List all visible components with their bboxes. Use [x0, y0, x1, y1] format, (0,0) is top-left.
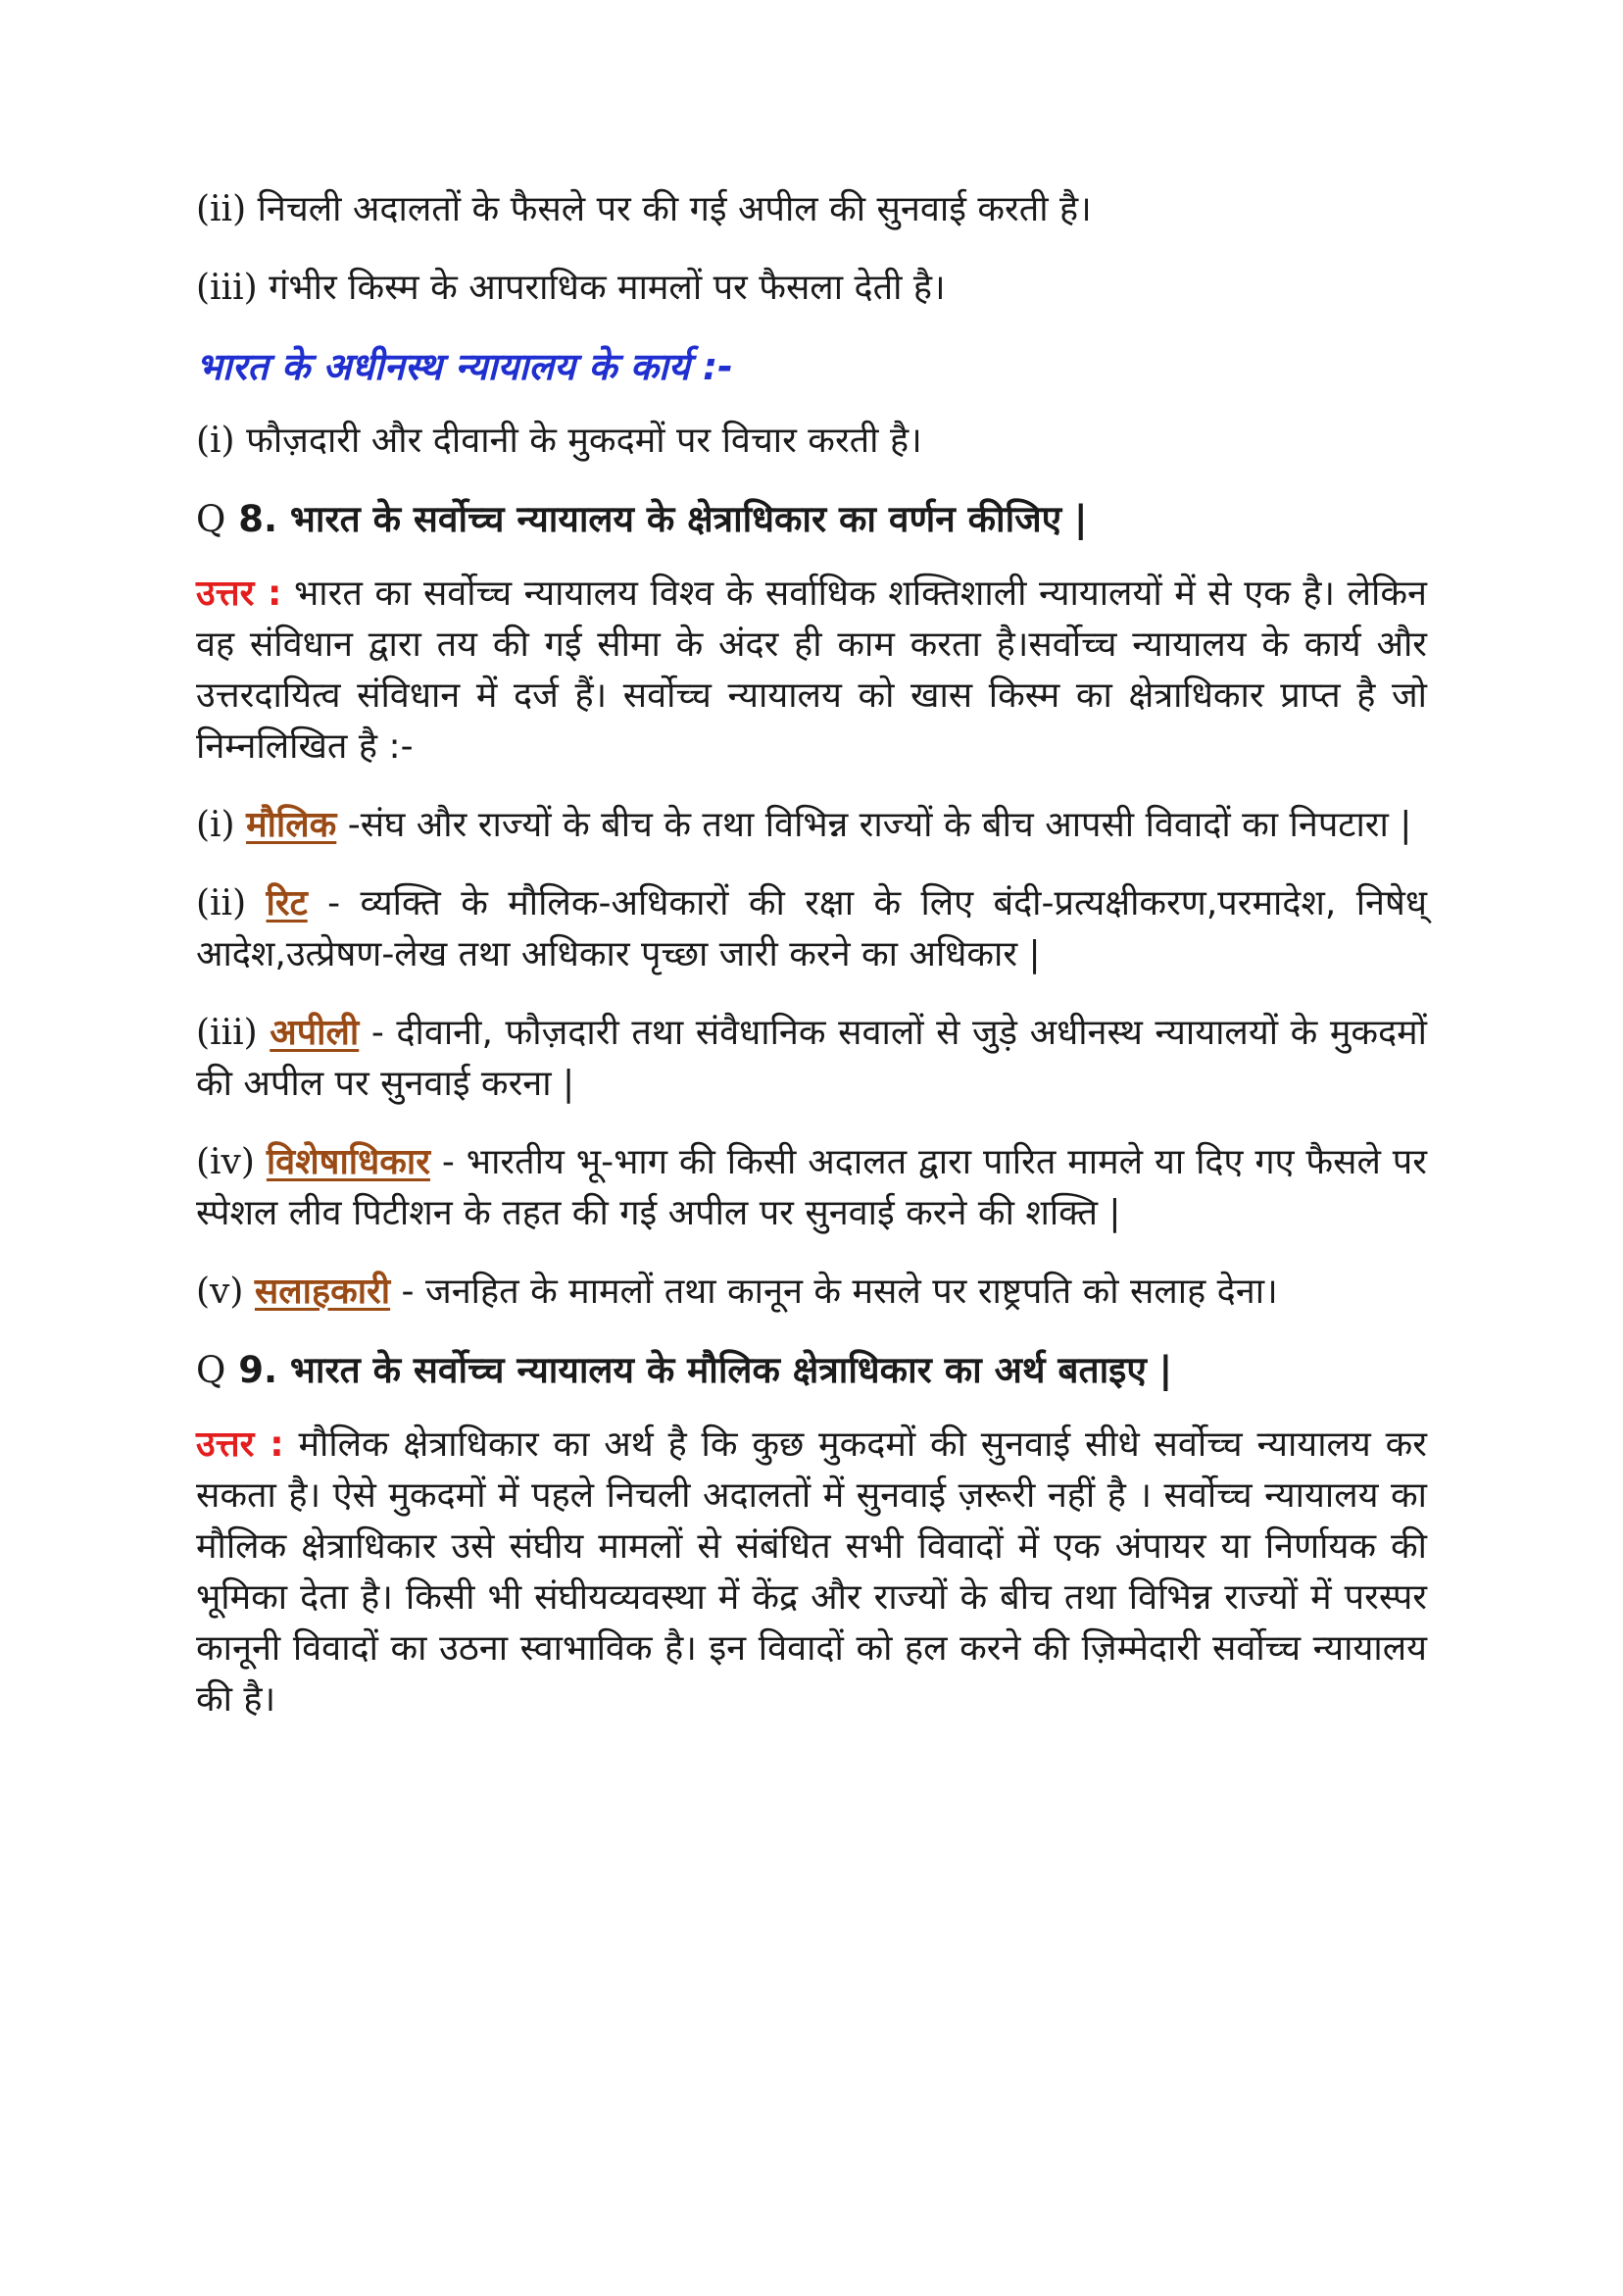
item-number: (ii) [196, 883, 247, 923]
answer-label: उत्तर : [196, 574, 282, 614]
list-item [196, 184, 1427, 235]
section-heading: भारत के अधीनस्थ न्यायालय के कार्य :- [196, 345, 733, 388]
list-item [196, 1137, 1427, 1239]
list-item [196, 263, 1427, 314]
answer-label: उत्तर : [196, 1424, 284, 1465]
item-number: (i) [196, 421, 235, 461]
item-text: - भारतीय भू-भाग की किसी अदालत द्वारा पारित मामले या दिए गए फैसले पर स्पेशल लीव पिटीशन के तहत की गई अपील पर सुनवाई करने की शक्ति | [196, 1142, 1427, 1233]
term-label: रिट [266, 883, 308, 923]
question-marker: Q [196, 1349, 226, 1391]
term-label: अपीली [270, 1013, 360, 1053]
item-text: - दीवानी, फौज़दारी तथा संवैधानिक सवालों से जुड़े अधीनस्थ न्यायालयों के मुकदमों की अपील पर सुनवाई करना | [196, 1013, 1427, 1104]
question-title: 8. भारत के सर्वोच्च न्यायालय के क्षेत्राधिकार का वर्णन कीजिए | [238, 498, 1088, 540]
item-text: निचली अदालतों के फैसले पर की गई अपील की सुनवाई करती है। [257, 189, 1092, 229]
item-text: - जनहित के मामलों तथा कानून के मसले पर राष्ट्रपति को सलाह देना। [390, 1272, 1278, 1312]
term-label: विशेषाधिकार [266, 1142, 430, 1182]
item-number: (iv) [196, 1142, 255, 1182]
item-number: (v) [196, 1272, 244, 1312]
item-text: -संघ और राज्यों के बीच के तथा विभिन्न राज्यों के बीच आपसी विवादों का निपटारा | [336, 805, 1412, 845]
question-heading [196, 492, 1427, 547]
list-item [196, 878, 1427, 980]
term-label: सलाहकारी [254, 1272, 391, 1312]
item-text: - व्यक्ति के मौलिक-अधिकारों की रक्षा के लिए बंदी-प्रत्यक्षीकरण,परमादेश, निषेध् आदेश,उत्प्रेषण-लेख तथा अधिकार पृच्छा जारी करने का अधिकार | [196, 883, 1427, 974]
item-text: फौज़दारी और दीवानी के मुकदमों पर विचार करती है। [246, 421, 922, 461]
question-heading [196, 1343, 1427, 1398]
list-item [196, 1008, 1427, 1110]
answer-paragraph [196, 1420, 1427, 1725]
list-item [196, 416, 1427, 467]
answer-text: मौलिक क्षेत्राधिकार का अर्थ है कि कुछ मुकदमों की सुनवाई सीधे सर्वोच्च न्यायालय कर सकता है। ऐसे मुकदमों में पहले निचली अदालतों में सुनवाई ज़रूरी नहीं है । सर्वोच्च न्यायालय का मौलिक क्षेत्राधिकार उसे संघीय मामलों से संबंधित सभी विवादों में एक अंपायर या निर्णायक की भूमिका देता है। किसी भी संघीयव्यवस्था में केंद्र और राज्यों के बीच तथा विभिन्न राज्यों में परस्पर कानूनी विवादों का उठना स्वाभाविक है। इन विवादों को हल करने की ज़िम्मेदारी सर्वोच्च न्यायालय की है। [196, 1424, 1427, 1720]
list-item [196, 1267, 1427, 1318]
term-label: मौलिक [246, 805, 337, 845]
answer-text: भारत का सर्वोच्च न्यायालय विश्व के सर्वाधिक शक्तिशाली न्यायालयों में से एक है। लेकिन वह संविधान द्वारा तय की गई सीमा के अंदर ही काम करता है।सर्वोच्च न्यायालय के कार्य और उत्तरदायित्व संविधान में दर्ज हैं। सर्वोच्च न्यायालय को खास किस्म का क्षेत्राधिकार प्राप्त है जो निम्नलिखित है :- [196, 574, 1428, 767]
item-number: (i) [196, 805, 235, 845]
question-marker: Q [196, 498, 226, 540]
item-text: गंभीर किस्म के आपराधिक मामलों पर फैसला देती है। [269, 268, 946, 308]
item-number: (iii) [196, 268, 258, 308]
item-number: (ii) [196, 189, 247, 229]
list-item [196, 800, 1427, 851]
item-number: (iii) [196, 1013, 258, 1053]
answer-paragraph [196, 569, 1427, 773]
question-title: 9. भारत के सर्वोच्च न्यायालय के मौलिक क्षेत्राधिकार का अर्थ बताइए | [238, 1349, 1173, 1391]
